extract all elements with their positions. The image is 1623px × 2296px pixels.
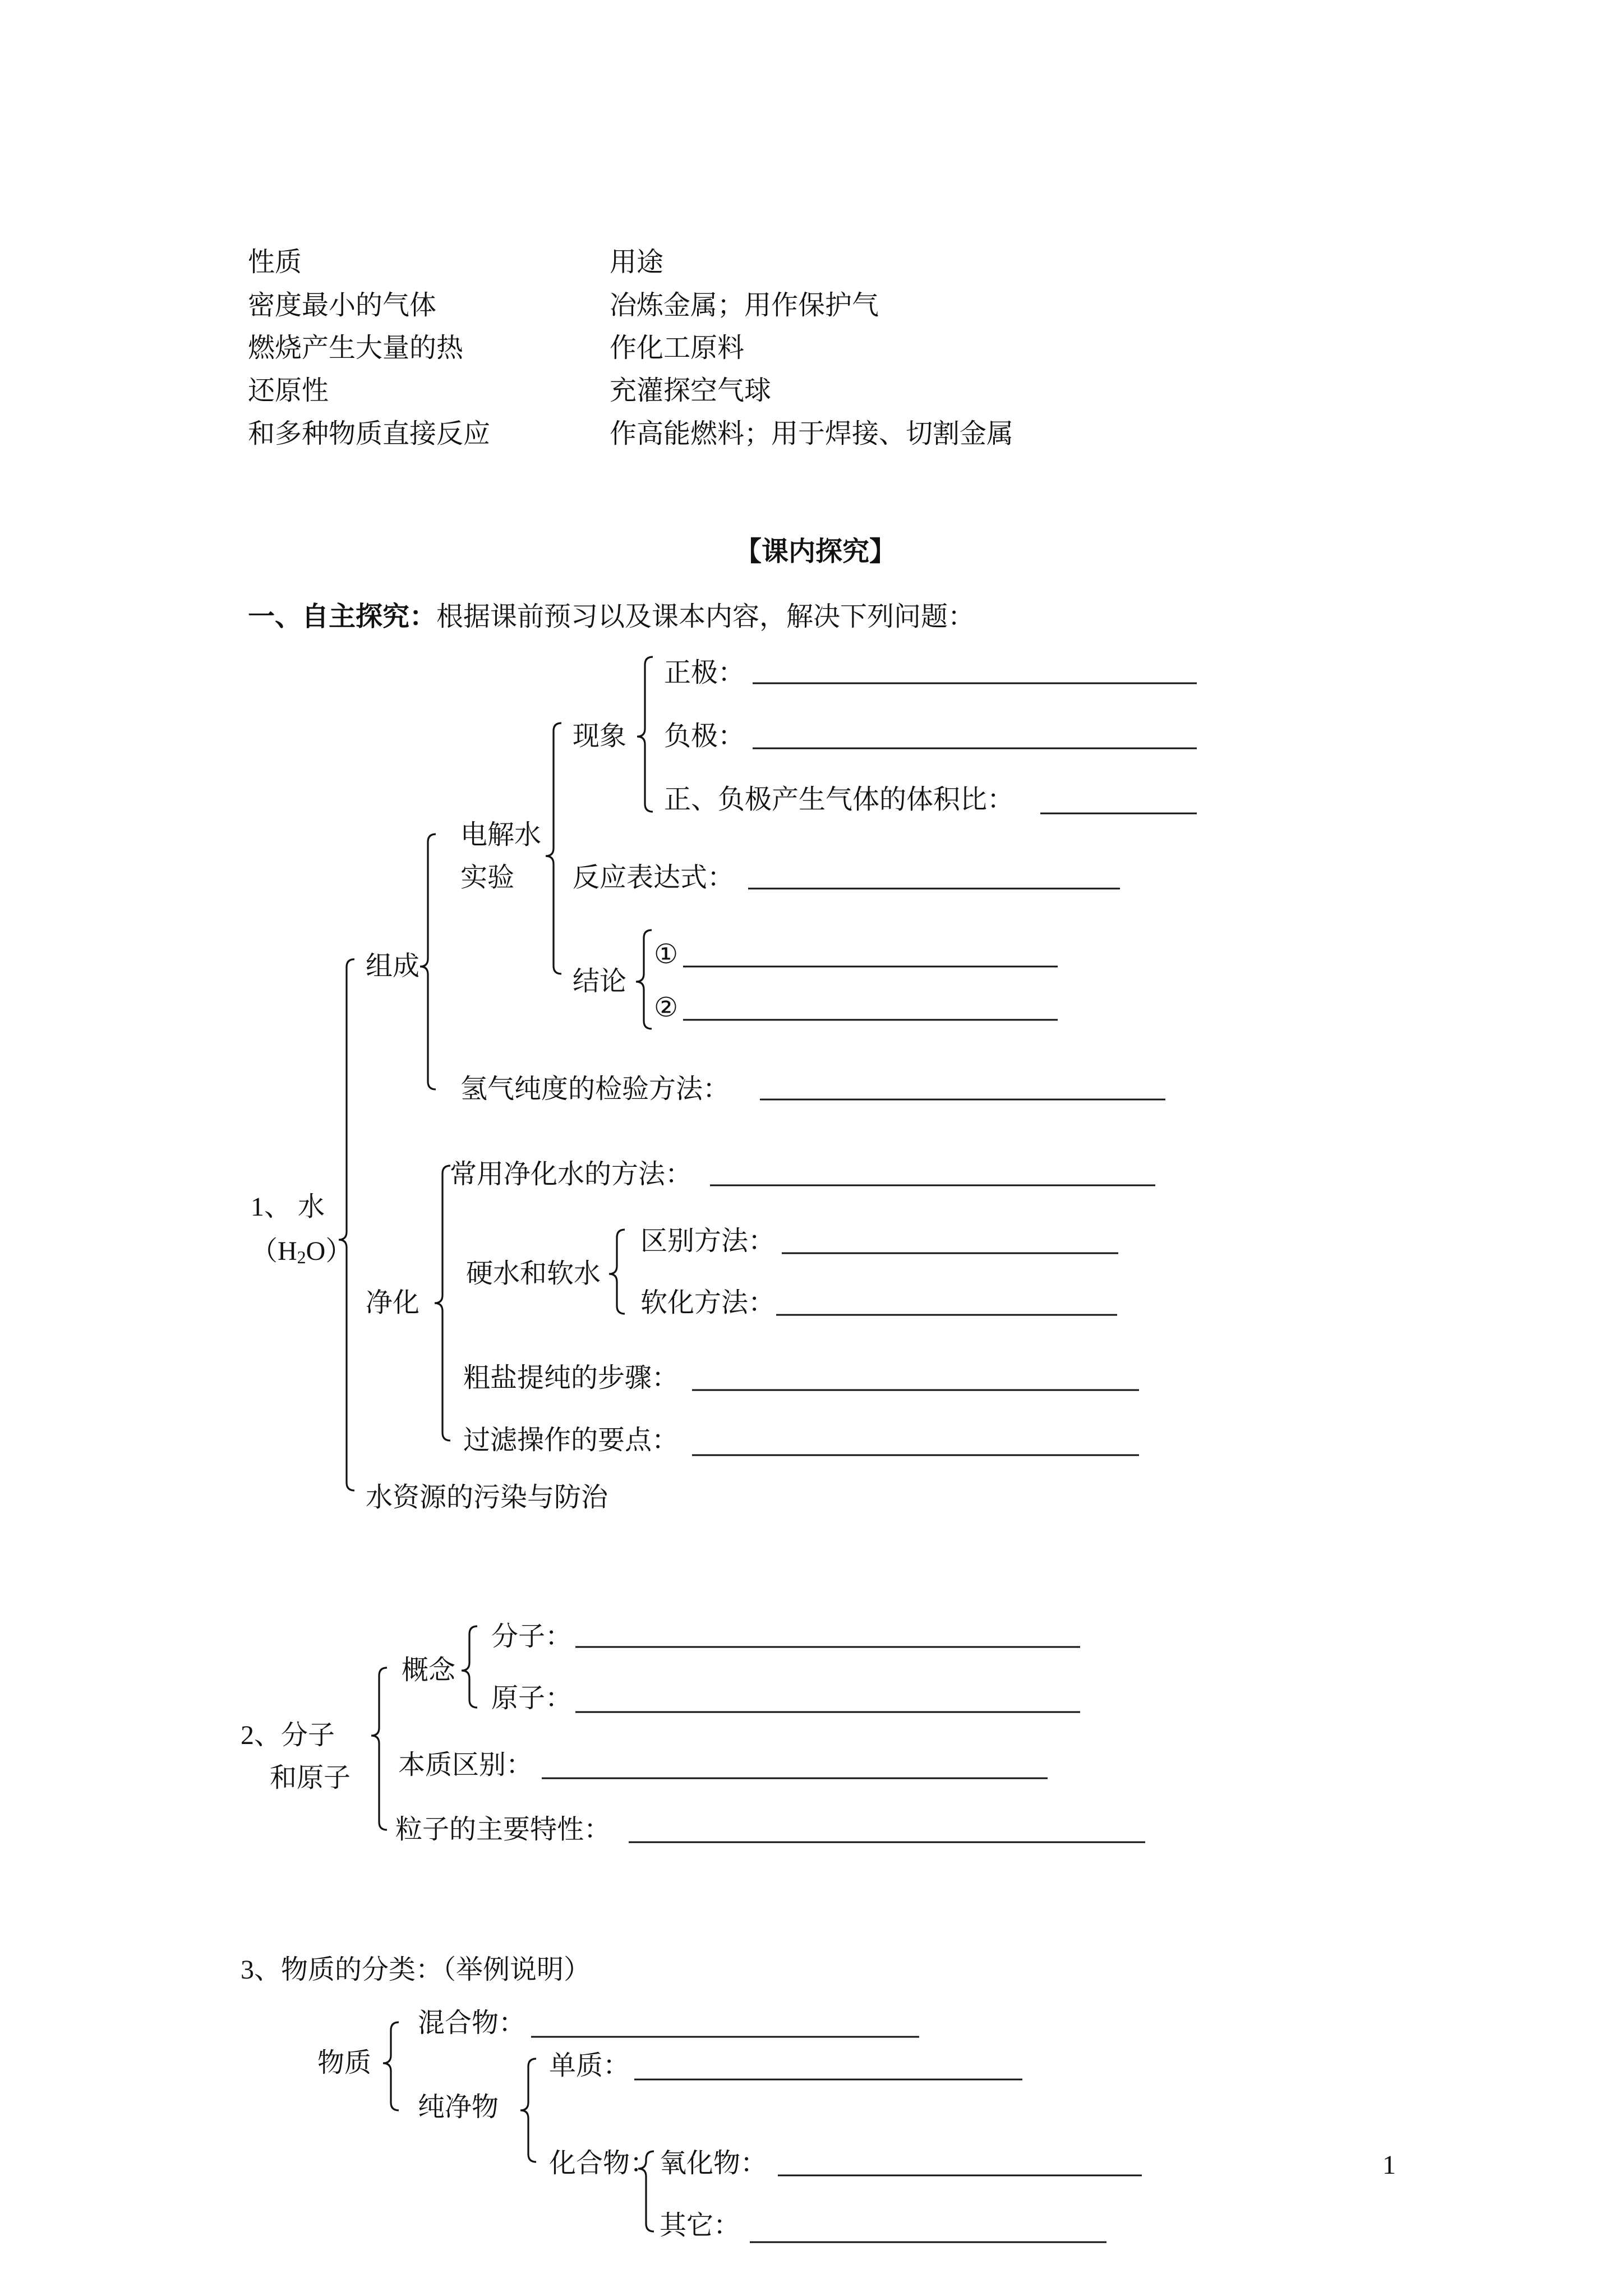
pure-substance-label: 纯净物 <box>418 2092 499 2122</box>
molecules-atoms-title-line2: 和原子 <box>270 1763 351 1793</box>
page-number: 1 <box>1382 2150 1396 2180</box>
table-cell-use: 充灌探空气球 <box>610 376 772 406</box>
electrolysis-label-line2: 实验 <box>460 863 515 892</box>
brace-purification <box>435 1166 450 1441</box>
section-title: 【课内探究】 <box>735 537 897 567</box>
compound-label: 化合物： <box>549 2148 657 2178</box>
table-header-use: 用途 <box>610 247 664 277</box>
atom-label: 原子： <box>491 1683 573 1713</box>
equation-label: 反应表达式： <box>573 863 735 892</box>
positive-electrode-label: 正极： <box>664 658 745 688</box>
table-cell-property: 密度最小的气体 <box>248 291 437 320</box>
intro-line <box>248 602 975 632</box>
water-formula <box>251 1237 352 1272</box>
composition-label: 组成 <box>366 951 420 981</box>
brace-water <box>339 959 354 1490</box>
brace-electrolysis <box>546 723 561 974</box>
other-label: 其它： <box>660 2211 741 2240</box>
brace-concept <box>462 1626 477 1708</box>
table-cell-property: 和多种物质直接反应 <box>248 419 491 449</box>
soften-method-label: 软化方法： <box>640 1288 776 1318</box>
classification-title: 3、物质的分类：（举例说明） <box>241 1955 591 1985</box>
molecules-atoms-title-line1: 2、分子 <box>241 1720 335 1750</box>
table-header-property: 性质 <box>248 247 302 277</box>
phenomenon-label: 现象 <box>573 721 627 751</box>
table-cell-property: 还原性 <box>248 376 329 406</box>
concept-label: 概念 <box>402 1655 456 1685</box>
water-pollution-label: 水资源的污染与防治 <box>366 1483 608 1512</box>
hydrogen-purity-label: 氢气纯度的检验方法： <box>460 1074 730 1104</box>
brace-molecules-atoms <box>371 1668 387 1830</box>
conclusion-label: 结论 <box>573 967 627 996</box>
purification-label: 净化 <box>366 1288 420 1318</box>
mixture-label: 混合物： <box>418 2008 526 2038</box>
brace-phenomenon <box>637 657 653 812</box>
brace-matter <box>383 2022 399 2110</box>
distinguish-method-label: 区别方法： <box>640 1226 776 1256</box>
negative-electrode-label: 负极： <box>664 721 745 751</box>
intro-text: 根据课前预习以及课本内容，解决下列问题： <box>436 602 975 632</box>
matter-label: 物质 <box>317 2048 372 2078</box>
particle-properties-label: 粒子的主要特性： <box>395 1815 611 1844</box>
table-cell-property: 燃烧产生大量的热 <box>248 333 464 363</box>
hard-soft-water-label: 硬水和软水 <box>466 1259 601 1289</box>
element-label: 单质： <box>549 2051 630 2081</box>
brace-pure-substance <box>520 2059 536 2162</box>
formula-subscript: 2 <box>297 1247 306 1267</box>
volume-ratio-label: 正、负极产生气体的体积比： <box>664 785 1015 815</box>
table-cell-use: 冶炼金属；用作保护气 <box>610 291 879 320</box>
brace-composition <box>420 834 436 1089</box>
common-methods-label: 常用净化水的方法： <box>450 1159 693 1189</box>
water-title: 1、 水 <box>251 1192 325 1222</box>
brace-hard-soft-water <box>609 1230 625 1314</box>
oxide-label: 氧化物： <box>660 2148 768 2178</box>
formula-part: （H <box>251 1236 297 1266</box>
intro-label: 一、自主探究： <box>248 602 437 632</box>
molecule-label: 分子： <box>491 1622 573 1651</box>
table-cell-use: 作化工原料 <box>610 333 745 363</box>
essential-difference-label: 本质区别： <box>398 1750 533 1780</box>
table-cell-use: 作高能燃料；用于焊接、切割金属 <box>610 419 1014 449</box>
filtration-label: 过滤操作的要点： <box>463 1425 679 1455</box>
conclusion-item-2: ② <box>654 993 679 1023</box>
formula-part: O） <box>306 1236 353 1266</box>
conclusion-item-1: ① <box>654 940 679 969</box>
salt-steps-label: 粗盐提纯的步骤： <box>463 1363 679 1393</box>
brace-conclusion <box>636 930 652 1029</box>
electrolysis-label-line1: 电解水 <box>460 820 542 850</box>
